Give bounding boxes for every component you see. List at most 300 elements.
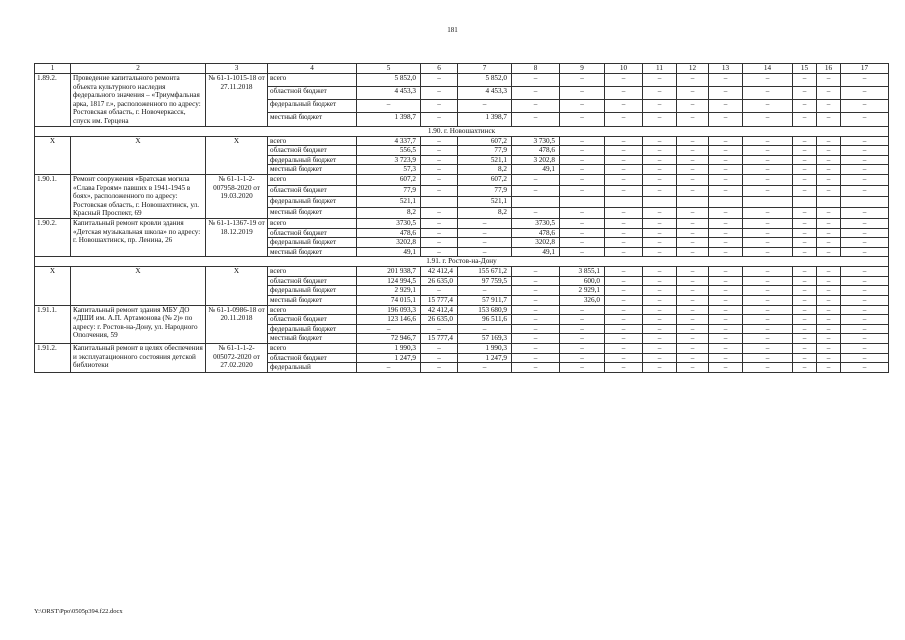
amount-cell: –: [421, 136, 458, 146]
item-name: X: [71, 267, 206, 305]
amount-cell: –: [560, 113, 605, 126]
amount-cell: –: [817, 207, 841, 218]
funding-source: всего: [268, 218, 357, 228]
amount-cell: –: [743, 238, 793, 248]
funding-source: областной бюджет: [268, 228, 357, 238]
amount-cell: –: [793, 276, 817, 286]
amount-cell: –: [560, 218, 605, 228]
amount-cell: –: [421, 363, 458, 373]
page-number: 181: [447, 26, 458, 34]
amount-cell: 1 990,3: [458, 344, 512, 354]
item-document: X: [206, 136, 268, 174]
amount-cell: –: [743, 353, 793, 363]
amount-cell: 521,1: [458, 196, 512, 207]
amount-cell: –: [512, 324, 560, 334]
amount-cell: –: [560, 207, 605, 218]
amount-cell: –: [817, 334, 841, 344]
amount-cell: –: [605, 165, 643, 175]
amount-cell: –: [677, 87, 709, 100]
amount-cell: –: [605, 146, 643, 156]
funding-source: местный бюджет: [268, 207, 357, 218]
amount-cell: –: [743, 165, 793, 175]
amount-cell: 26 635,0: [421, 315, 458, 325]
amount-cell: –: [743, 74, 793, 87]
funding-source: местный бюджет: [268, 113, 357, 126]
amount-cell: –: [793, 344, 817, 354]
amount-cell: 1 247,9: [357, 353, 421, 363]
amount-cell: –: [817, 238, 841, 248]
amount-cell: –: [421, 238, 458, 248]
amount-cell: –: [605, 207, 643, 218]
item-number: 1.90.2.: [35, 218, 71, 256]
amount-cell: –: [560, 136, 605, 146]
amount-cell: –: [743, 185, 793, 196]
amount-cell: [560, 196, 605, 207]
amount-cell: –: [793, 155, 817, 165]
amount-cell: 96 511,6: [458, 315, 512, 325]
amount-cell: –: [421, 344, 458, 354]
amount-cell: –: [817, 185, 841, 196]
funding-source: областной бюджет: [268, 353, 357, 363]
amount-cell: –: [560, 165, 605, 175]
amount-cell: 521,1: [458, 155, 512, 165]
table-body: [35, 64, 889, 373]
amount-cell: –: [677, 185, 709, 196]
amount-cell: –: [560, 238, 605, 248]
amount-cell: –: [743, 247, 793, 257]
funding-source: всего: [268, 136, 357, 146]
amount-cell: –: [560, 155, 605, 165]
amount-cell: –: [793, 136, 817, 146]
amount-cell: [743, 196, 793, 207]
amount-cell: –: [643, 247, 677, 257]
amount-cell: –: [643, 207, 677, 218]
column-number: 4: [268, 64, 357, 74]
amount-cell: –: [643, 286, 677, 296]
amount-cell: –: [643, 334, 677, 344]
item-number: 1.90.1.: [35, 174, 71, 218]
amount-cell: –: [841, 218, 889, 228]
amount-cell: –: [421, 207, 458, 218]
amount-cell: –: [709, 305, 743, 315]
funding-source: федеральный бюджет: [268, 286, 357, 296]
amount-cell: –: [605, 353, 643, 363]
table-row: [35, 344, 889, 354]
amount-cell: –: [677, 363, 709, 373]
amount-cell: –: [709, 113, 743, 126]
section-header-row: [35, 257, 889, 267]
funding-source: федеральный бюджет: [268, 196, 357, 207]
amount-cell: –: [709, 87, 743, 100]
item-number: X: [35, 136, 71, 174]
amount-cell: –: [841, 296, 889, 306]
amount-cell: –: [512, 315, 560, 325]
footer-file-path: Y:\ORST\Ppo\0505p394.f22.docx: [34, 608, 123, 615]
amount-cell: –: [709, 238, 743, 248]
amount-cell: –: [677, 155, 709, 165]
amount-cell: [512, 196, 560, 207]
amount-cell: –: [841, 174, 889, 185]
amount-cell: –: [605, 155, 643, 165]
column-number-row: [35, 64, 889, 74]
amount-cell: –: [605, 185, 643, 196]
amount-cell: –: [817, 267, 841, 277]
amount-cell: –: [643, 344, 677, 354]
amount-cell: 77,9: [458, 185, 512, 196]
amount-cell: 4 453,3: [458, 87, 512, 100]
amount-cell: –: [841, 247, 889, 257]
amount-cell: –: [817, 296, 841, 306]
amount-cell: –: [421, 146, 458, 156]
amount-cell: –: [677, 100, 709, 113]
amount-cell: –: [841, 136, 889, 146]
amount-cell: –: [643, 296, 677, 306]
amount-cell: –: [743, 276, 793, 286]
amount-cell: –: [841, 353, 889, 363]
section-title: 1.91. г. Ростов-на-Дону: [35, 257, 889, 267]
amount-cell: –: [677, 286, 709, 296]
amount-cell: –: [560, 228, 605, 238]
amount-cell: –: [677, 218, 709, 228]
amount-cell: –: [512, 353, 560, 363]
amount-cell: –: [512, 100, 560, 113]
amount-cell: –: [512, 363, 560, 373]
amount-cell: 155 671,2: [458, 267, 512, 277]
item-number: 1.89.2.: [35, 74, 71, 127]
column-number: 3: [206, 64, 268, 74]
amount-cell: –: [357, 363, 421, 373]
amount-cell: –: [817, 286, 841, 296]
amount-cell: –: [709, 353, 743, 363]
amount-cell: –: [357, 100, 421, 113]
amount-cell: –: [512, 87, 560, 100]
amount-cell: –: [677, 146, 709, 156]
amount-cell: –: [709, 74, 743, 87]
amount-cell: –: [421, 113, 458, 126]
amount-cell: –: [560, 305, 605, 315]
amount-cell: –: [817, 247, 841, 257]
amount-cell: 49,1: [357, 247, 421, 257]
amount-cell: –: [605, 276, 643, 286]
amount-cell: –: [512, 296, 560, 306]
amount-cell: –: [841, 155, 889, 165]
amount-cell: –: [643, 155, 677, 165]
item-document: № 61-1-1-2-005072-2020 от 27.02.2020: [206, 344, 268, 373]
amount-cell: –: [605, 363, 643, 373]
amount-cell: –: [512, 276, 560, 286]
amount-cell: 5 852,0: [458, 74, 512, 87]
amount-cell: –: [841, 146, 889, 156]
item-number: 1.91.1.: [35, 305, 71, 343]
amount-cell: –: [605, 74, 643, 87]
amount-cell: –: [677, 165, 709, 175]
column-number: 7: [458, 64, 512, 74]
amount-cell: –: [677, 344, 709, 354]
amount-cell: –: [793, 286, 817, 296]
amount-cell: –: [643, 74, 677, 87]
amount-cell: –: [643, 238, 677, 248]
amount-cell: –: [743, 334, 793, 344]
amount-cell: –: [817, 324, 841, 334]
amount-cell: –: [512, 286, 560, 296]
amount-cell: –: [709, 276, 743, 286]
table-row: [35, 136, 889, 146]
amount-cell: –: [817, 315, 841, 325]
amount-cell: –: [643, 315, 677, 325]
amount-cell: 600,0: [560, 276, 605, 286]
amount-cell: –: [709, 174, 743, 185]
column-number: 16: [817, 64, 841, 74]
amount-cell: –: [709, 136, 743, 146]
amount-cell: –: [817, 146, 841, 156]
amount-cell: –: [560, 146, 605, 156]
funding-source: федеральный бюджет: [268, 324, 357, 334]
amount-cell: 57 169,3: [458, 334, 512, 344]
amount-cell: –: [605, 344, 643, 354]
amount-cell: –: [709, 207, 743, 218]
amount-cell: –: [841, 238, 889, 248]
amount-cell: –: [709, 315, 743, 325]
amount-cell: –: [421, 174, 458, 185]
funding-source: местный бюджет: [268, 247, 357, 257]
amount-cell: –: [743, 324, 793, 334]
amount-cell: –: [709, 247, 743, 257]
column-number: 17: [841, 64, 889, 74]
amount-cell: –: [458, 363, 512, 373]
amount-cell: –: [512, 334, 560, 344]
amount-cell: –: [605, 334, 643, 344]
amount-cell: –: [677, 247, 709, 257]
item-document: X: [206, 267, 268, 305]
amount-cell: –: [458, 286, 512, 296]
amount-cell: –: [793, 296, 817, 306]
amount-cell: [817, 196, 841, 207]
amount-cell: –: [677, 305, 709, 315]
amount-cell: –: [817, 353, 841, 363]
amount-cell: 8,2: [357, 207, 421, 218]
amount-cell: –: [817, 136, 841, 146]
amount-cell: –: [743, 228, 793, 238]
amount-cell: –: [421, 87, 458, 100]
amount-cell: –: [743, 305, 793, 315]
amount-cell: –: [421, 165, 458, 175]
amount-cell: –: [560, 363, 605, 373]
amount-cell: –: [605, 324, 643, 334]
table-row: [35, 218, 889, 228]
section-header-row: [35, 126, 889, 136]
amount-cell: –: [458, 247, 512, 257]
amount-cell: 49,1: [512, 247, 560, 257]
amount-cell: –: [677, 228, 709, 238]
amount-cell: –: [793, 218, 817, 228]
amount-cell: –: [677, 207, 709, 218]
amount-cell: –: [817, 363, 841, 373]
amount-cell: –: [709, 344, 743, 354]
amount-cell: 607,2: [458, 136, 512, 146]
amount-cell: –: [421, 74, 458, 87]
amount-cell: –: [793, 305, 817, 315]
item-document: № 61-1-1-2-007958-2020 от 19.03.2020: [206, 174, 268, 218]
item-name: Проведение капитального ремонта объекта культурного наследия федерального значения – «Триумфальная арка, 1817 г.», расположенного по адресу: Ростовская область, г. Новочеркасск, спуск им. Герцена: [71, 74, 206, 127]
amount-cell: –: [605, 315, 643, 325]
amount-cell: 607,2: [357, 174, 421, 185]
column-number: 15: [793, 64, 817, 74]
amount-cell: –: [677, 315, 709, 325]
column-number: 5: [357, 64, 421, 74]
amount-cell: –: [605, 87, 643, 100]
amount-cell: –: [605, 100, 643, 113]
amount-cell: 3 855,1: [560, 267, 605, 277]
amount-cell: –: [841, 207, 889, 218]
amount-cell: –: [458, 218, 512, 228]
item-name: X: [71, 136, 206, 174]
amount-cell: –: [560, 344, 605, 354]
amount-cell: –: [743, 146, 793, 156]
amount-cell: –: [458, 100, 512, 113]
amount-cell: 97 759,5: [458, 276, 512, 286]
amount-cell: 478,6: [512, 228, 560, 238]
amount-cell: –: [677, 113, 709, 126]
amount-cell: [841, 196, 889, 207]
amount-cell: –: [677, 74, 709, 87]
amount-cell: –: [743, 100, 793, 113]
amount-cell: –: [512, 174, 560, 185]
amount-cell: –: [560, 87, 605, 100]
amount-cell: –: [817, 174, 841, 185]
funding-source: всего: [268, 305, 357, 315]
amount-cell: –: [677, 276, 709, 286]
amount-cell: 15 777,4: [421, 334, 458, 344]
amount-cell: –: [605, 228, 643, 238]
amount-cell: –: [817, 100, 841, 113]
amount-cell: –: [841, 363, 889, 373]
amount-cell: –: [605, 113, 643, 126]
amount-cell: –: [709, 334, 743, 344]
amount-cell: 1 247,9: [458, 353, 512, 363]
amount-cell: –: [421, 247, 458, 257]
amount-cell: –: [793, 353, 817, 363]
amount-cell: –: [512, 113, 560, 126]
item-document: № 61-1-1015-18 от 27.11.2018: [206, 74, 268, 127]
column-number: 11: [643, 64, 677, 74]
amount-cell: –: [421, 100, 458, 113]
amount-cell: –: [793, 100, 817, 113]
amount-cell: –: [841, 334, 889, 344]
amount-cell: –: [743, 315, 793, 325]
column-number: 6: [421, 64, 458, 74]
amount-cell: –: [743, 267, 793, 277]
amount-cell: 77,9: [458, 146, 512, 156]
amount-cell: –: [421, 286, 458, 296]
funding-source: областной бюджет: [268, 87, 357, 100]
amount-cell: –: [605, 305, 643, 315]
amount-cell: –: [458, 324, 512, 334]
amount-cell: –: [793, 238, 817, 248]
funding-source: местный бюджет: [268, 334, 357, 344]
amount-cell: 3730,5: [357, 218, 421, 228]
amount-cell: –: [841, 113, 889, 126]
amount-cell: 196 093,3: [357, 305, 421, 315]
amount-cell: 201 938,7: [357, 267, 421, 277]
amount-cell: –: [841, 267, 889, 277]
column-number: 12: [677, 64, 709, 74]
amount-cell: –: [643, 174, 677, 185]
item-document: № 61-1-1367-19 от 18.12.2019: [206, 218, 268, 256]
amount-cell: 74 015,1: [357, 296, 421, 306]
amount-cell: –: [793, 363, 817, 373]
amount-cell: 3 730,5: [512, 136, 560, 146]
amount-cell: 49,1: [512, 165, 560, 175]
amount-cell: 124 994,5: [357, 276, 421, 286]
amount-cell: –: [643, 267, 677, 277]
amount-cell: –: [793, 207, 817, 218]
amount-cell: 123 146,6: [357, 315, 421, 325]
amount-cell: –: [841, 185, 889, 196]
amount-cell: –: [817, 218, 841, 228]
amount-cell: –: [793, 74, 817, 87]
amount-cell: –: [458, 238, 512, 248]
table-row: [35, 74, 889, 87]
amount-cell: –: [743, 136, 793, 146]
item-name: Капитальный ремонт кровли здания «Детская музыкальная школа» по адресу: г. Новошахтинск, пр. Ленина, 26: [71, 218, 206, 256]
item-number: X: [35, 267, 71, 305]
amount-cell: –: [743, 218, 793, 228]
amount-cell: –: [817, 165, 841, 175]
amount-cell: –: [793, 174, 817, 185]
amount-cell: 1 398,7: [458, 113, 512, 126]
amount-cell: 57 911,7: [458, 296, 512, 306]
amount-cell: –: [743, 113, 793, 126]
funding-source: федеральный бюджет: [268, 238, 357, 248]
item-name: Капитальный ремонт в целях обеспечения и эксплуатационного состояния детской библиотеки: [71, 344, 206, 373]
amount-cell: –: [709, 324, 743, 334]
amount-cell: –: [643, 305, 677, 315]
amount-cell: –: [677, 267, 709, 277]
column-number: 1: [35, 64, 71, 74]
amount-cell: –: [793, 315, 817, 325]
amount-cell: –: [560, 185, 605, 196]
amount-cell: –: [421, 218, 458, 228]
amount-cell: 3730,5: [512, 218, 560, 228]
funding-source: областной бюджет: [268, 315, 357, 325]
column-number: 10: [605, 64, 643, 74]
amount-cell: –: [512, 305, 560, 315]
amount-cell: –: [643, 100, 677, 113]
amount-cell: 3202,8: [512, 238, 560, 248]
amount-cell: [421, 196, 458, 207]
amount-cell: –: [512, 207, 560, 218]
amount-cell: –: [817, 276, 841, 286]
amount-cell: –: [841, 315, 889, 325]
amount-cell: 77,9: [357, 185, 421, 196]
amount-cell: –: [643, 136, 677, 146]
item-name: Ремонт сооружения «Братская могила «Слава Героям» павших в 1941-1945 в боях», расположенного по адресу: Ростовская область, г. Новошахтинск, ул. Красный Проспект, 69: [71, 174, 206, 218]
amount-cell: –: [677, 174, 709, 185]
amount-cell: –: [560, 315, 605, 325]
amount-cell: –: [793, 334, 817, 344]
column-number: 8: [512, 64, 560, 74]
amount-cell: –: [793, 324, 817, 334]
amount-cell: 1 398,7: [357, 113, 421, 126]
amount-cell: 57,3: [357, 165, 421, 175]
amount-cell: –: [817, 305, 841, 315]
amount-cell: [793, 196, 817, 207]
amount-cell: 8,2: [458, 165, 512, 175]
column-number: 9: [560, 64, 605, 74]
amount-cell: –: [643, 87, 677, 100]
amount-cell: –: [743, 296, 793, 306]
amount-cell: –: [560, 174, 605, 185]
